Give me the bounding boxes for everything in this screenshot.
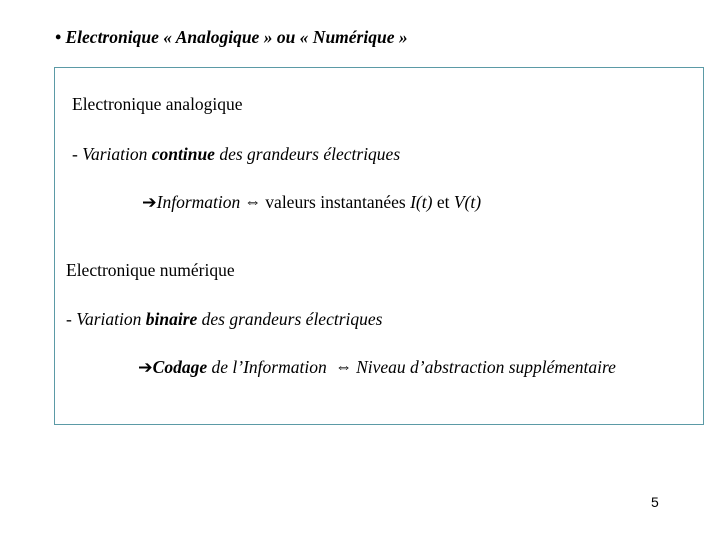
equivalence-arrow-icon: ⇔ xyxy=(335,357,353,376)
digital-abstraction: Niveau d’abstraction supplémentaire xyxy=(356,357,616,377)
digital-codage-suffix: de l’Information xyxy=(207,357,332,377)
right-arrow-icon: ➔ xyxy=(138,357,153,377)
digital-heading: Electronique numérique xyxy=(66,260,235,280)
analog-var-strong: continue xyxy=(151,144,215,164)
digital-var-strong: binaire xyxy=(145,309,198,329)
page-number: 5 xyxy=(651,494,659,510)
analog-var-prefix-dash: - xyxy=(72,144,78,164)
analog-vt: V(t) xyxy=(453,192,482,212)
analog-et: et xyxy=(432,192,454,212)
equivalence-arrow-icon: ⇔ xyxy=(244,192,262,211)
analog-variation-line xyxy=(72,144,400,165)
digital-variation-line xyxy=(66,309,382,330)
digital-var-suffix: des grandeurs électriques xyxy=(197,309,383,329)
digital-codage-line xyxy=(138,357,616,378)
analog-info-label: Information xyxy=(156,192,241,212)
slide-title: • Electronique « Analogique » ou « Numérique » xyxy=(55,27,408,47)
analog-it: I(t) xyxy=(410,192,433,212)
digital-var-prefix-dash: - xyxy=(66,309,72,329)
analog-values-text: valeurs instantanées xyxy=(265,192,411,212)
analog-var-suffix: des grandeurs électriques xyxy=(214,144,401,164)
digital-codage: Codage xyxy=(152,357,208,377)
analog-info-line xyxy=(142,192,481,213)
digital-var-prefix: Variation xyxy=(71,309,146,329)
analog-heading: Electronique analogique xyxy=(72,94,243,114)
analog-var-prefix: Variation xyxy=(77,144,152,164)
right-arrow-icon: ➔ xyxy=(142,192,157,212)
